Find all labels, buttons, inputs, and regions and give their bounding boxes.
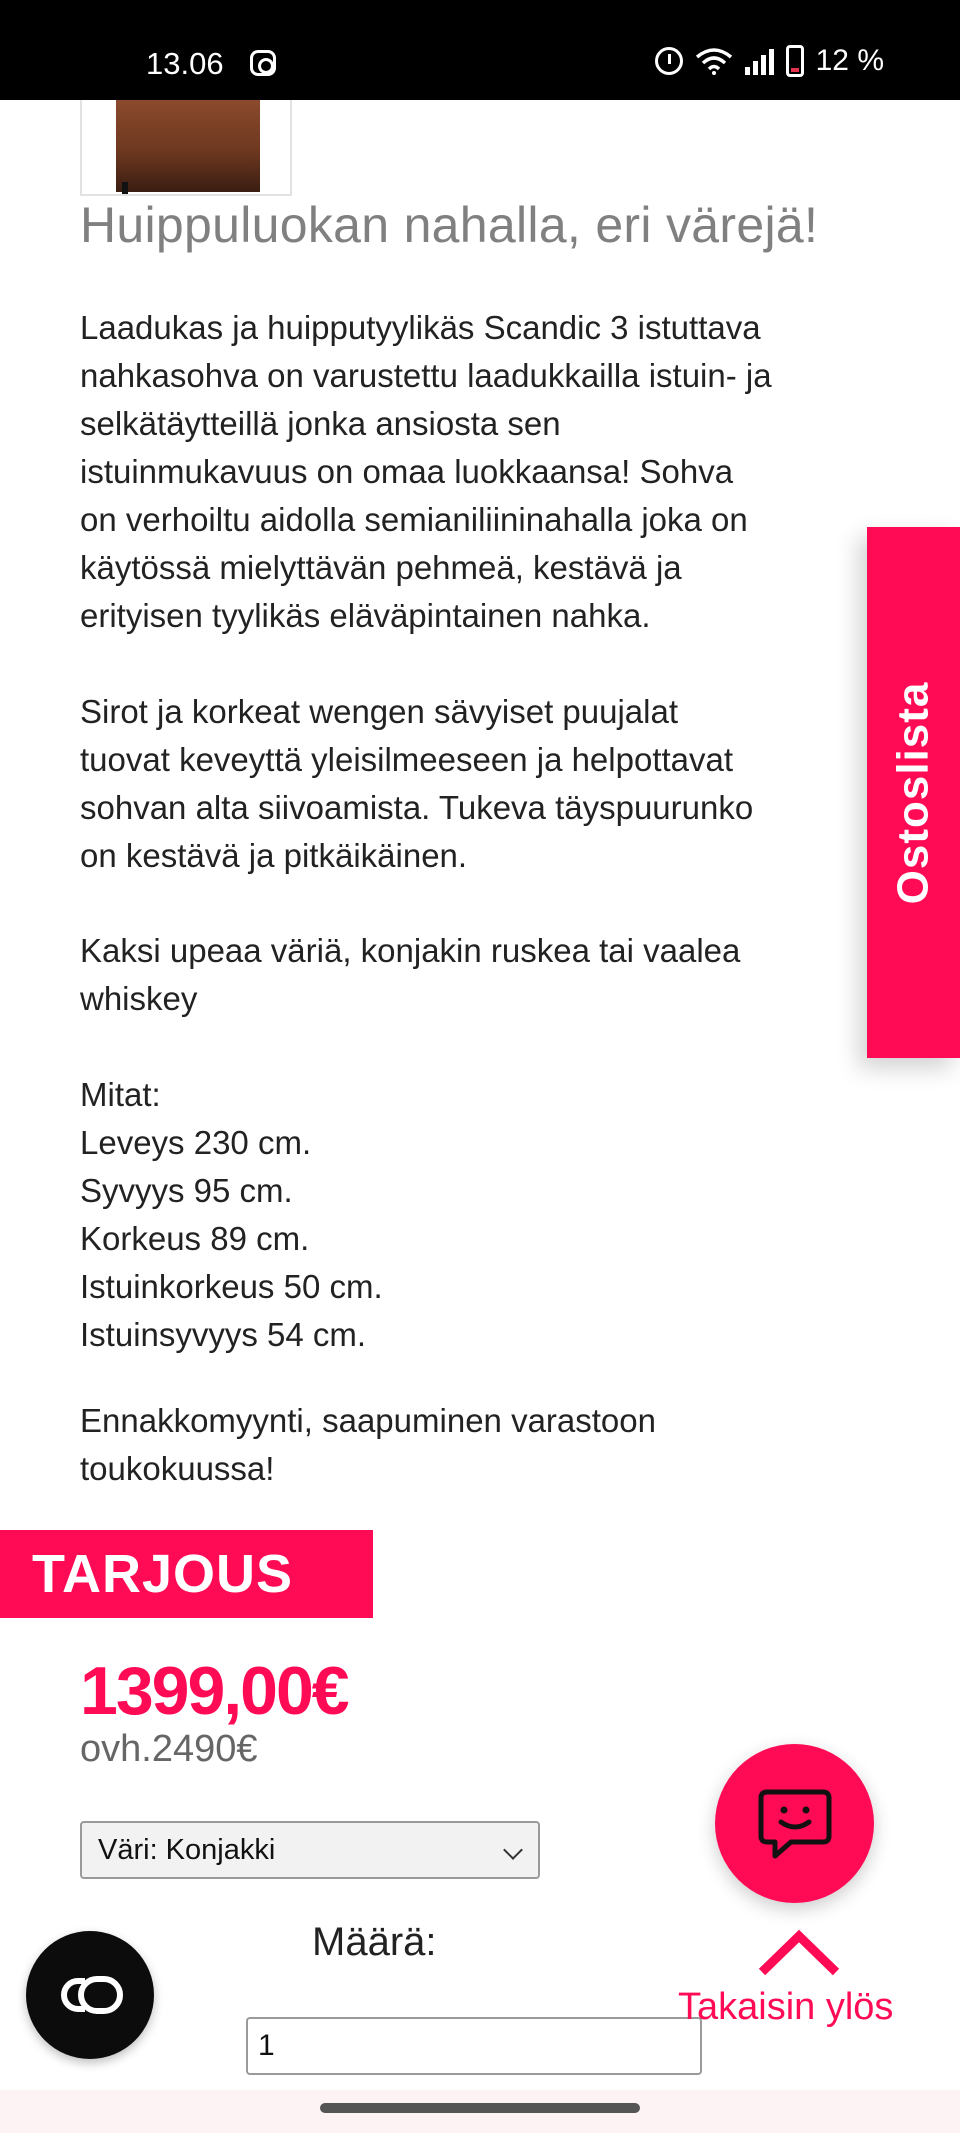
status-bar: [0, 0, 960, 100]
chevron-down-icon: [503, 1840, 523, 1860]
wifi-icon: [695, 47, 733, 75]
dimension-seat-depth: Istuinsyvyys 54 cm.: [80, 1316, 367, 1353]
signal-icon: [745, 47, 774, 75]
shopping-list-label: Ostoslista: [888, 681, 938, 904]
color-select-value: Väri: Konjakki: [98, 1834, 276, 1866]
battery-percent: 12 %: [815, 44, 884, 77]
accessibility-button[interactable]: [26, 1931, 154, 2059]
availability-note: Ennakkomyynti, saapuminen varastoon toukokuussa!: [80, 1402, 656, 1487]
quantity-label: Määrä:: [312, 1920, 437, 1964]
quantity-input[interactable]: 1: [246, 2017, 702, 2075]
alarm-icon: [655, 47, 683, 75]
status-icons: [655, 44, 884, 78]
original-price: ovh.2490€: [80, 1728, 258, 1770]
instagram-icon: [250, 50, 276, 76]
color-select[interactable]: [80, 1821, 540, 1879]
accessibility-toggle-icon: [59, 1976, 123, 2014]
description-paragraph-1: Laadukas ja huipputyylikäs Scandic 3 istuttava nahkasohva on varustettu laadukkailla istuin- ja selkätäytteillä jonka ansiosta sen istuinmukavuus on omaa luokkaansa! Sohva on verhoiltu aidolla semianiliininahalla joka on käytössä mielyttävän pehmeä, kestävä ja erityisen tyylikäs eläväpintainen nahka.: [80, 309, 772, 634]
dimension-width: Leveys 230 cm.: [80, 1124, 312, 1161]
sale-price: 1399,00€: [80, 1653, 348, 1729]
chat-icon: [745, 1774, 845, 1874]
back-to-top-button[interactable]: [678, 1920, 923, 2040]
sofa-image: [116, 100, 260, 192]
dimension-height: Korkeus 89 cm.: [80, 1220, 310, 1257]
offer-badge: TARJOUS: [0, 1530, 373, 1618]
dimension-seat-height: Istuinkorkeus 50 cm.: [80, 1268, 383, 1305]
back-to-top-label: Takaisin ylös: [678, 1986, 894, 2028]
product-thumbnail[interactable]: [80, 100, 292, 196]
product-headline: Huippuluokan nahalla, eri värejä!: [80, 197, 819, 253]
description-paragraph-2: Sirot ja korkeat wengen sävyiset puujalat tuovat keveyttä yleisilmeeseen ja helpottavat sohvan alta siivoamista. Tukeva täyspuurunko on kestävä ja pitkäikäinen.: [80, 693, 754, 874]
description-paragraph-3: Kaksi upeaa väriä, konjakin ruskea tai vaalea whiskey: [80, 932, 741, 1017]
home-indicator[interactable]: [320, 2103, 640, 2113]
dimensions-heading: Mitat:: [80, 1076, 161, 1113]
dimension-depth: Syvyys 95 cm.: [80, 1172, 293, 1209]
dimensions-list: [80, 1071, 880, 1359]
battery-icon: [786, 45, 804, 77]
chat-button[interactable]: [715, 1744, 874, 1903]
status-time: 13.06: [146, 46, 224, 81]
chevron-up-icon: [758, 1928, 840, 1978]
shopping-list-tab[interactable]: [867, 527, 960, 1058]
